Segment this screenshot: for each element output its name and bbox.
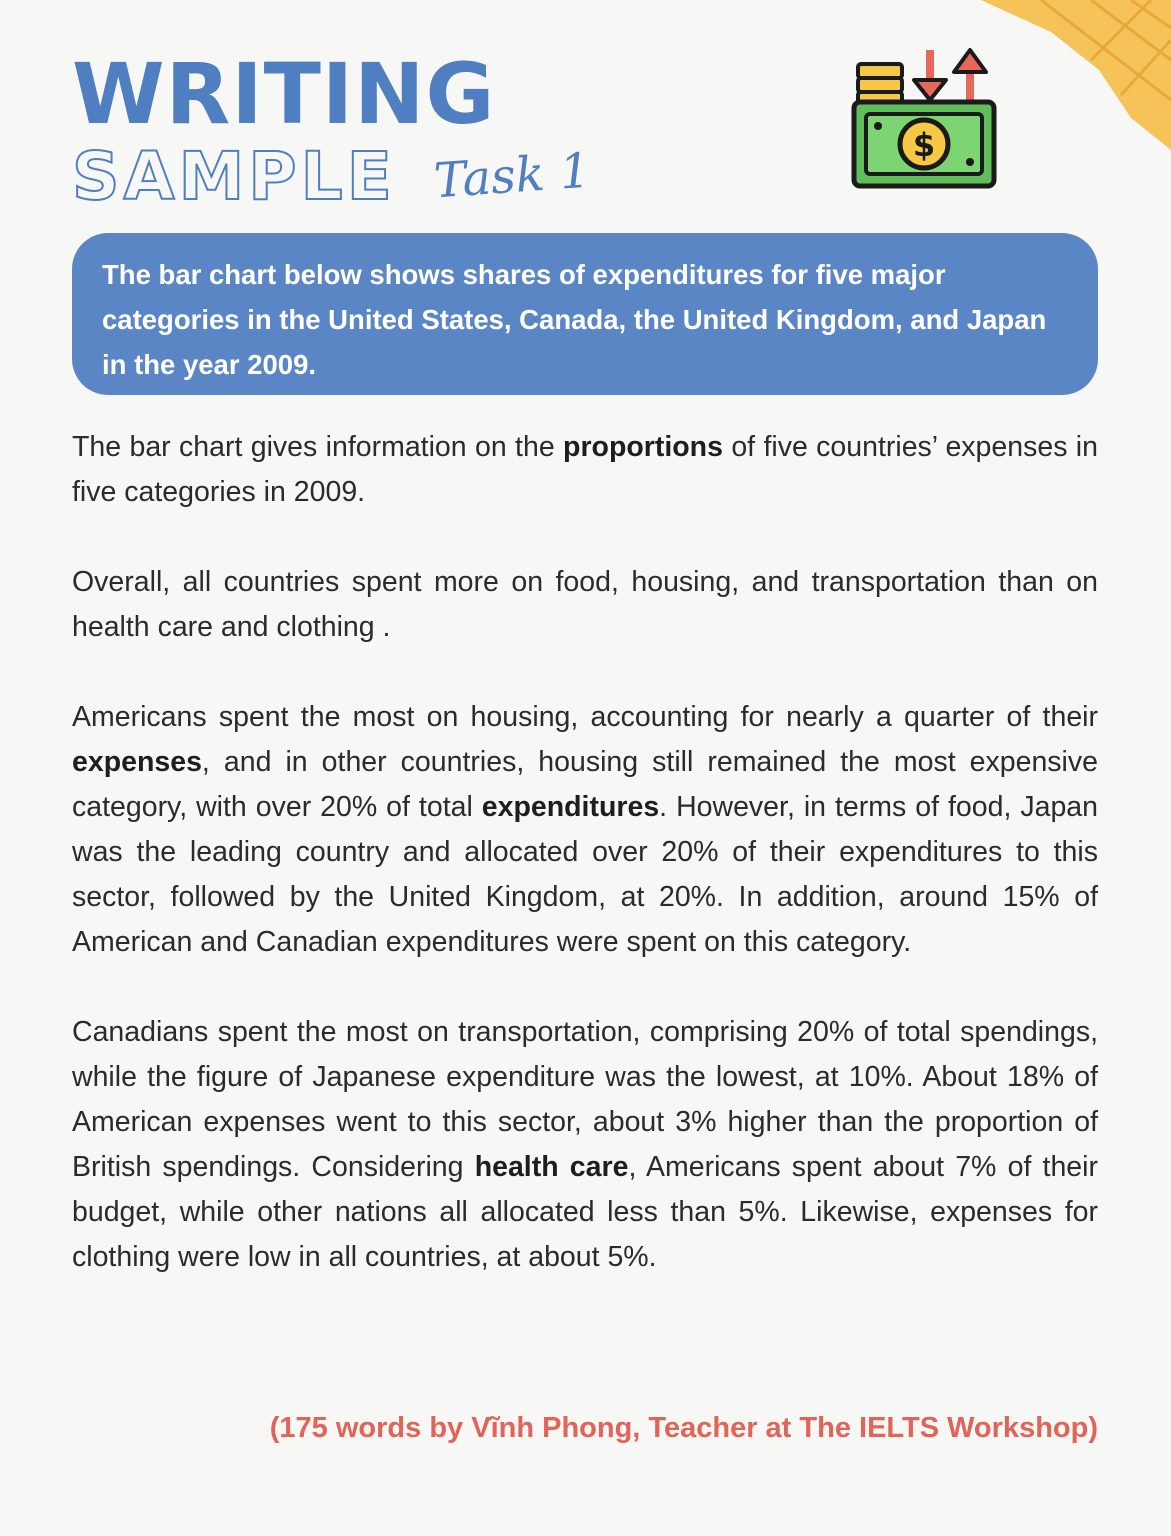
highlight-expenditures: expenditures bbox=[481, 791, 660, 823]
corner-decoration bbox=[981, 0, 1171, 150]
essay-body bbox=[72, 425, 1098, 1325]
essay-paragraph-4: Canadians spent the most on transportation, comprising 20% of total spendings, while the figure of Japanese expenditure was the lowest, at 10%. About 18% of American expenses went to this sector, about 3% higher than the proportion of British spendings. Considering health care, Americans spent about 7% of their budget, while other nations all allocated less than 5%. Likewise, expenses for clothing were low in all countries, at about 5%. bbox=[72, 1016, 1098, 1273]
heading-task-script: Task 1 bbox=[432, 142, 593, 210]
essay-paragraph-1: The bar chart gives information on the proportions of five countries’ expenses in five categories in 2009. bbox=[72, 431, 1098, 508]
essay-paragraph-2: Overall, all countries spent more on food, housing, and transportation than on health care and clothing . bbox=[72, 566, 1098, 643]
highlight-proportions: proportions bbox=[563, 431, 723, 463]
highlight-health-care: health care bbox=[474, 1151, 629, 1183]
heading-sample: SAMPLE bbox=[72, 138, 396, 215]
money-exchange-icon bbox=[848, 42, 998, 192]
highlight-expenses: expenses bbox=[72, 746, 202, 778]
page-heading bbox=[72, 45, 593, 215]
svg-text:$: $ bbox=[912, 126, 936, 164]
essay-paragraph-3: Americans spent the most on housing, accounting for nearly a quarter of their expenses, and in other countries, housing still remained the most expensive category, with over 20% of total expenditures. However, in terms of food, Japan was the leading country and allocated over 20% of their expenditures to this sector, followed by the United Kingdom, at 20%. In addition, around 15% of American and Canadian expenditures were spent on this category. bbox=[72, 701, 1098, 958]
task-prompt-box: The bar chart below shows shares of expenditures for five major categories in the United States, Canada, the United Kingdom, and Japan in the year 2009. bbox=[72, 233, 1098, 395]
heading-writing: WRITING bbox=[72, 45, 496, 143]
author-credit: (175 words by Vĩnh Phong, Teacher at The IELTS Workshop) bbox=[269, 1412, 1098, 1444]
